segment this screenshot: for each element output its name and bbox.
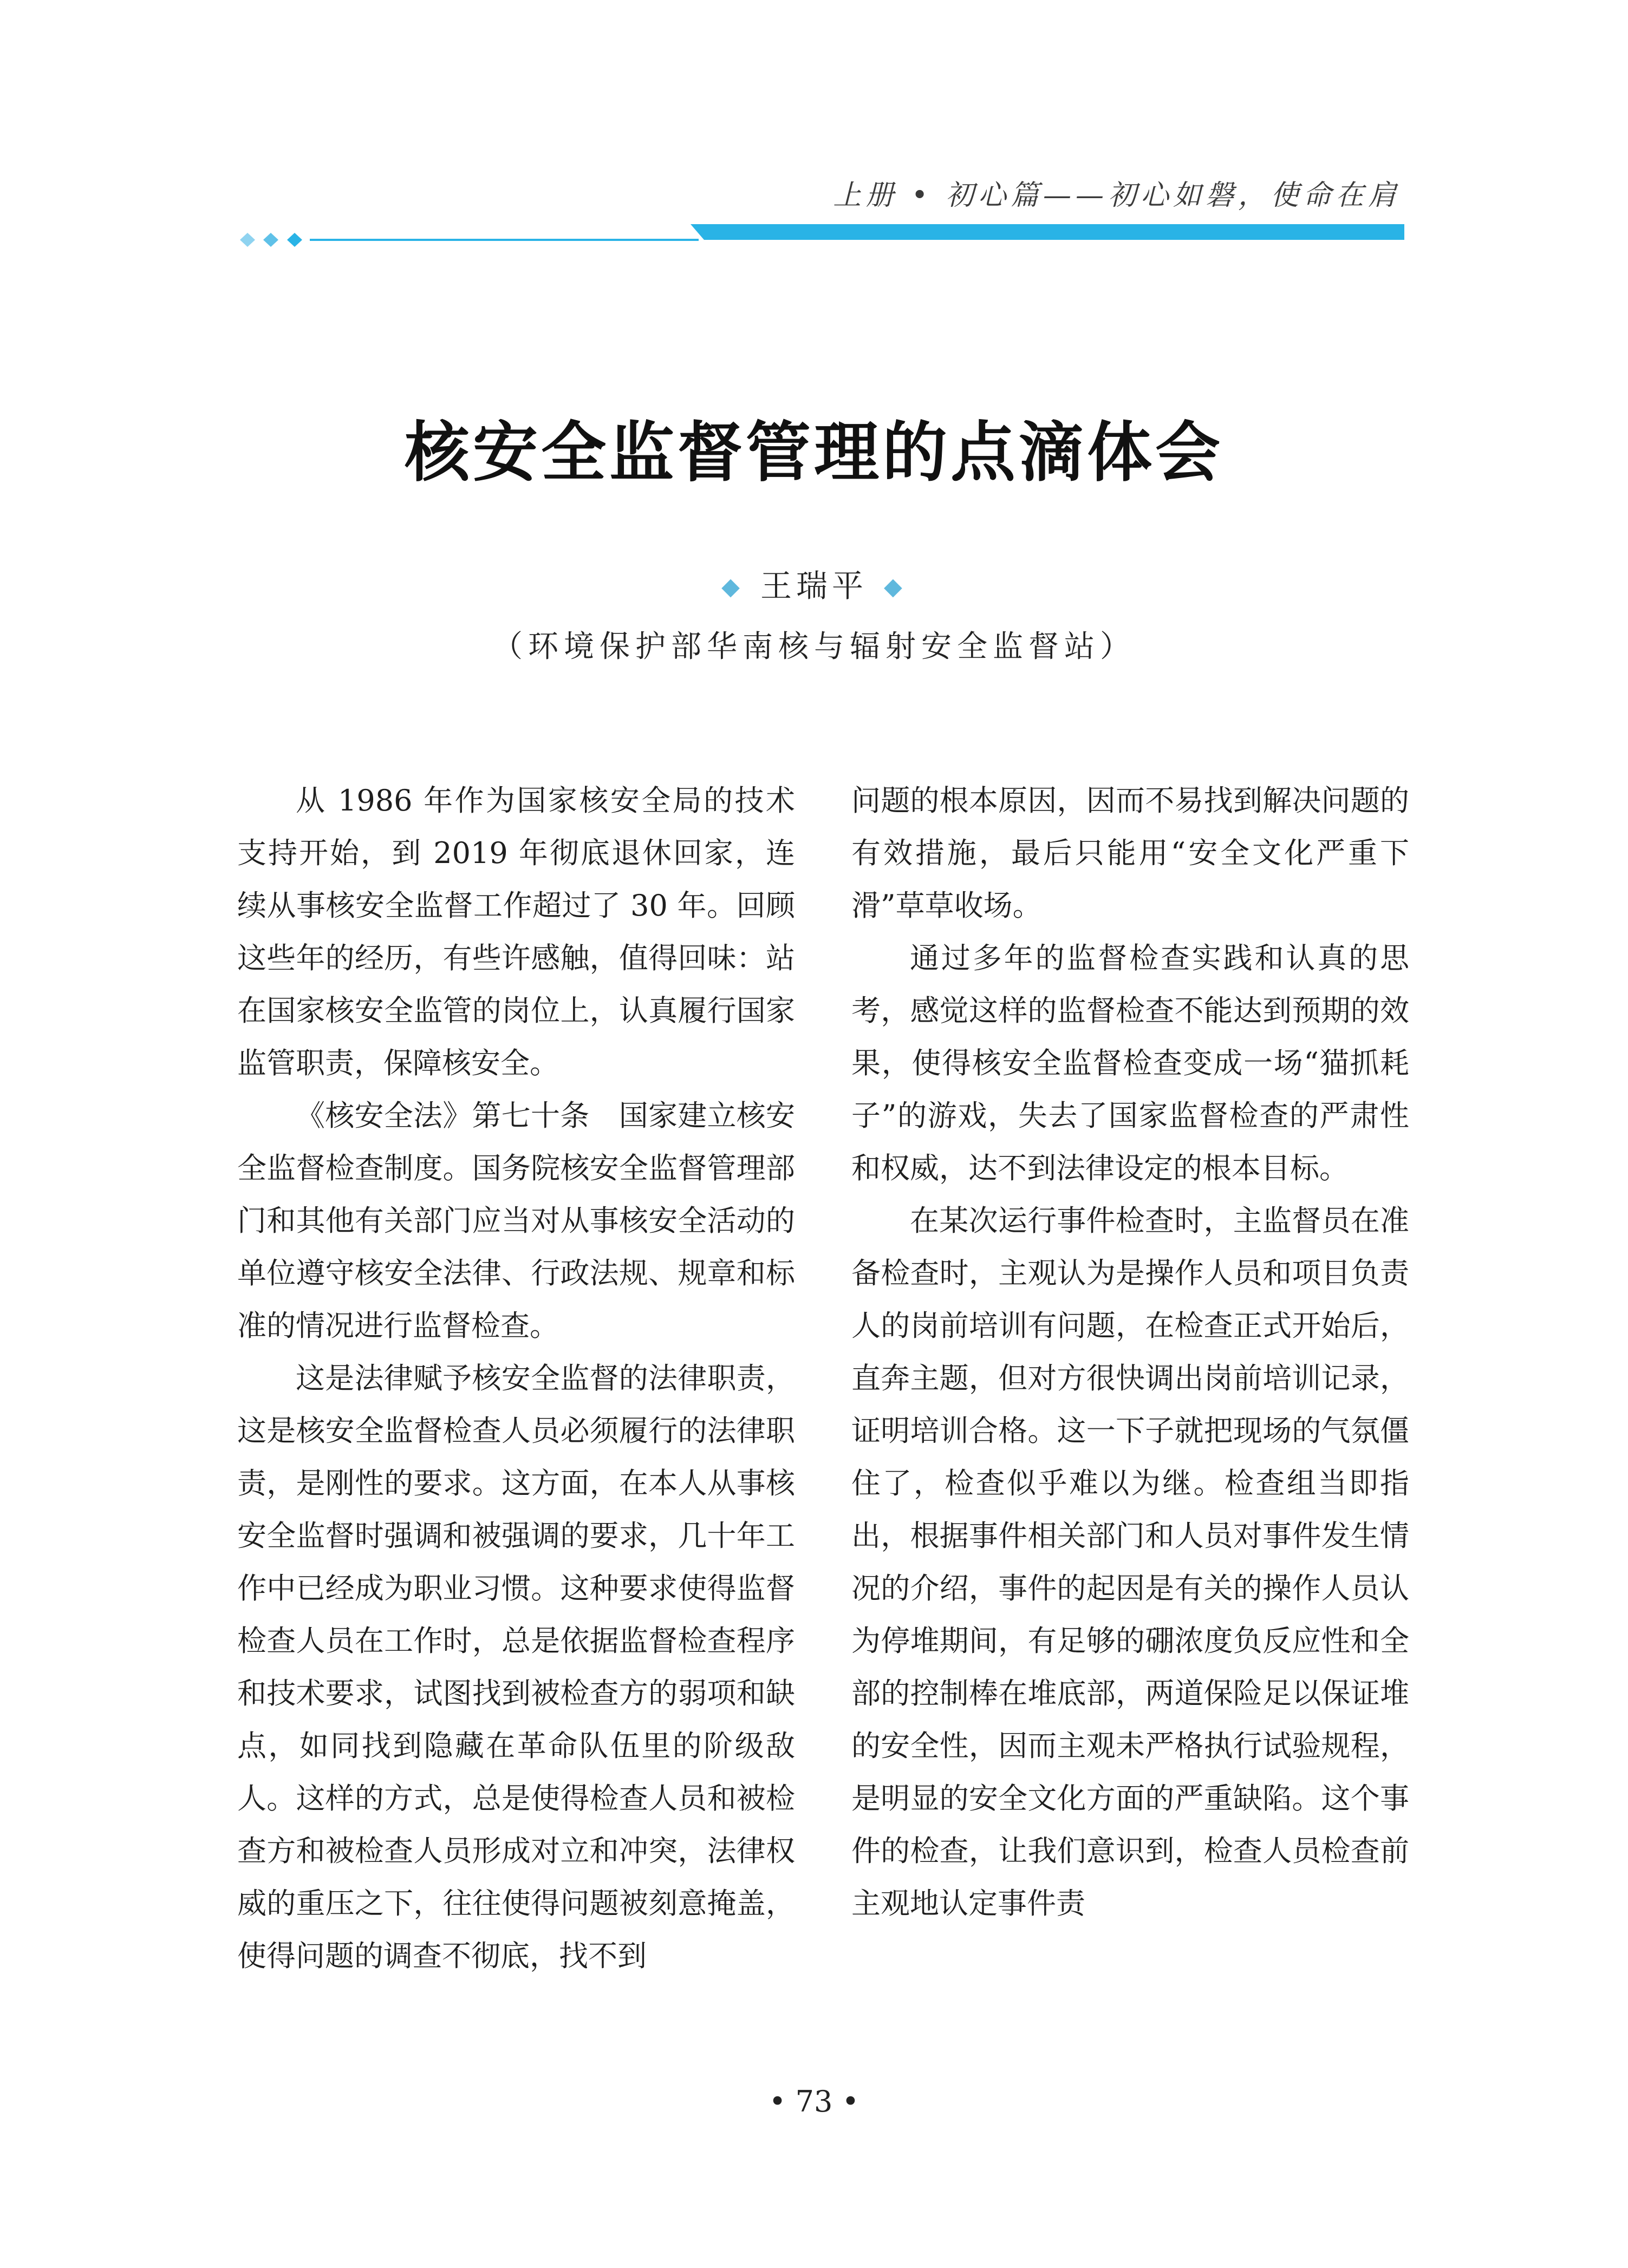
author-name: 王瑞平 [760,567,868,604]
running-header: 上册 • 初心篇——初心如磐，使命在肩 [833,179,1401,212]
diamond-icon-group [240,233,302,247]
page-number: • 73 • [769,2084,859,2119]
diamond-icon [240,233,255,247]
paragraph: 在某次运行事件检查时，主监督员在准备检查时，主观认为是操作人员和项目负责人的岗前培训有问题，在检查正式开始后，直奔主题，但对方很快调出岗前培训记录，证明培训合格。这一下子就把现场的气氛僵住了，检查似乎难以为继。检查组当即指出，根据事件相关部门和人员对事件发生情况的介绍，事件的起因是有关的操作人员认为停堆期间，有足够的硼浓度负反应性和全部的控制棒在堆底部，两道保险足以保证堆的安全性，因而主观未严格执行试验规程，是明显的安全文化方面的严重缺陷。这个事件的检查，让我们意识到，检查人员检查前主观地认定事件责 [851,1204,1409,1920]
paragraph: 这是法律赋予核安全监督的法律职责，这是核安全监督检查人员必须履行的法律职责，是刚性的要求。这方面，在本人从事核安全监督时强调和被强调的要求，几十年工作中已经成为职业习惯。这种要求使得监督检查人员在工作时，总是依据监督检查程序和技术要求，试图找到被检查方的弱项和缺点，如同找到隐藏在革命队伍里的阶级敌人。这样的方式，总是使得检查人员和被检查方和被检查人员形成对立和冲突，法律权威的重压之下，往往使得问题被刻意掩盖，使得问题的调查不彻底，找不到 [237,1361,795,1973]
paragraph: 从 1986 年作为国家核安全局的技术支持开始，到 2019 年彻底退休回家，连续从事核安全监督工作超过了 30 年。回顾这些年的经历，有些许感触，值得回味：站在国家核安全监管的岗位上，认真履行国家监管职责，保障核安全。 [237,783,795,1080]
author-affiliation: （环境保护部华南核与辐射安全监督站） [492,629,1136,664]
paragraph: 《核安全法》第七十条 国家建立核安全监督检查制度。国务院核安全监督管理部门和其他有关部门应当对从事核安全活动的单位遵守核安全法律、行政法规、规章和标准的情况进行监督检查。 [237,1099,795,1343]
diamond-icon [263,233,278,247]
right-column [851,774,1409,1930]
left-column [237,774,795,1982]
diamond-icon: ◆ [884,573,907,600]
diamond-icon: ◆ [721,573,744,600]
header-thick-bar [691,224,1404,240]
paragraph: 问题的根本原因，因而不易找到解决问题的有效措施，最后只能用“安全文化严重下滑”草草收场。 [851,783,1409,923]
diamond-icon [287,233,302,247]
author-line [0,560,1628,606]
paragraph: 通过多年的监督检查实践和认真的思考，感觉这样的监督检查不能达到预期的效果，使得核安全监督检查变成一场“猫抓耗子”的游戏，失去了国家监督检查的严肃性和权威，达不到法律设定的根本目标。 [851,941,1409,1185]
article-title: 核安全监督管理的点滴体会 [405,414,1223,491]
